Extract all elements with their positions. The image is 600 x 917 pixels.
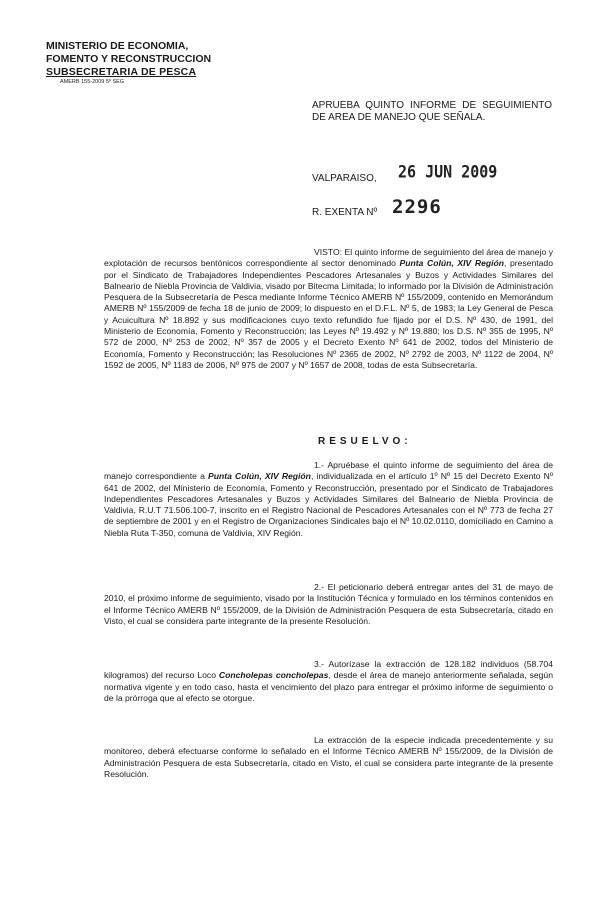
p1-text-2: , individualizada en el artículo 1º Nº 15 del Decreto Exento Nº 641 de 2002, del Ministerio de Economía, Fomento y Reconstrucción, presentado por el Sindicato de Trabajadores Independientes Pescadores Artesanales y Buzos y Actividades Similares del Balneario de Niebla Provincia de Valdivia, R.U.T 71.506.100-7, inscrito en el Registro Nacional de Pescadores Artesanales con el Nº 773 de fecha 27 de septiembre de 2001 y en el Registro de Organizaciones Sindicales bajo el Nº 10.02.0110, domiciliado en Camino a Niebla Ruta T-350, comuna de Valdivia, XIV Región. xyxy=(104,471,553,538)
visto-lead: VISTO: xyxy=(314,247,343,257)
place-label: VALPARAISO, xyxy=(312,173,377,184)
paragraph-2 xyxy=(104,582,553,627)
paragraph-3 xyxy=(104,659,553,704)
visto-sector: Punta Colún, XIV Región xyxy=(399,258,504,269)
ministry-line-2: FOMENTO Y RECONSTRUCCION xyxy=(46,53,212,65)
exenta-number-stamp: 2296 xyxy=(392,196,442,218)
ministry-line-3: SUBSECRETARIA DE PESCA xyxy=(46,66,197,78)
exenta-label: R. EXENTA Nº xyxy=(312,207,378,218)
ministry-line-1: MINISTERIO DE ECONOMIA, xyxy=(46,40,189,52)
p2-text: 2.- El peticionario deberá entregar antes del 31 de mayo de 2010, el próximo informe de seguimiento, visado por la Institución Técnica y formulado en los términos contenidos en el Informe Técnico AMERB Nº 155/2009, de la División de Administración Pesquera de esta Subsecretaría, citado en Visto, el cual se considera parte integrante de la presente Resolución. xyxy=(104,582,553,626)
paragraph-1 xyxy=(104,460,553,539)
p4-text: La extracción de la especie indicada precedentemente y su monitoreo, deberá efectuarse conforme lo señalado en el Informe Técnico AMERB Nº 155/2009, de la División de Administración Pesquera de esta Subsecretaría, citado en Visto, el cual se considera parte integrante de la presente Resolución. xyxy=(104,735,553,779)
visto-text-2: , presentado por el Sindicato de Trabajadores Independientes Pescadores Artesanales y Buzos y Actividades Similares del Balneario de Niebla Provincia de Valdivia, visado por Bitecma Limitada; lo informado por la División de Administración Pesquera de la Subsecretaría de Pesca mediante Informe Técnico AMERB Nº 155/2009, contenido en Memorándum AMERB Nº 155/2009 de fecha 18 de junio de 2009; lo dispuesto en el D.F.L. Nº 5, de 1983; la Ley General de Pesca y Acuicultura Nº 18.892 y sus modificaciones cuyo texto refundido fue fijado por el D.S. Nº 430, de 1991, del Ministerio de Economía, Fomento y Reconstrucción; las Leyes Nº 19.492 y Nº 19.880; los D.S. Nº 355 de 1995, Nº 572 de 2000, Nº 253 de 2002, Nº 357 de 2005 y el Decreto Exento Nº 641 de 2002, todos del Ministerio de Economía, Fomento y Reconstrucción; las Resoluciones Nº 2365 de 2002, Nº 2792 de 2003, Nº 1122 de 2004, Nº 1592 de 2005, Nº 1183 de 2006, Nº 975 de 2007 y Nº 1657 de 2008, todas de esta Subsecretaría. xyxy=(104,258,553,370)
resuelvo-heading: RESUELVO: xyxy=(318,436,412,447)
p3-species: Concholepas concholepas xyxy=(218,670,329,681)
p1-sector: Punta Colún, XIV Región xyxy=(207,471,311,482)
resolution-subject: APRUEBA QUINTO INFORME DE SEGUIMIENTO DE AREA DE MANEJO QUE SEÑALA. xyxy=(312,100,552,123)
ministry-reference: AMERB 155-2009 5º SEG xyxy=(60,79,125,85)
p1-text-1: 1.- Apruébase el quinto informe de seguimiento del área de manejo correspondiente a xyxy=(104,460,553,482)
p3-text-2: , desde el área de manejo anteriormente señalada, según normativa vigente y en todo caso, hasta el vencimiento del plazo para entregar el próximo informe de seguimiento o de la prórroga que al efecto se otorgue. xyxy=(104,670,553,703)
date-stamp: 26 JUN 2009 xyxy=(398,161,498,183)
p3-text-1: 3.- Autorízase la extracción de 128.182 individuos (58.704 kilogramos) del recurso Loco xyxy=(104,659,553,681)
visto-text-1: El quinto informe de seguimiento del área de manejo y explotación de recursos bentónicos correspondiente al sector denominado xyxy=(104,247,553,269)
visto-paragraph xyxy=(104,247,553,371)
ministry-header xyxy=(46,40,246,86)
paragraph-4 xyxy=(104,735,553,780)
